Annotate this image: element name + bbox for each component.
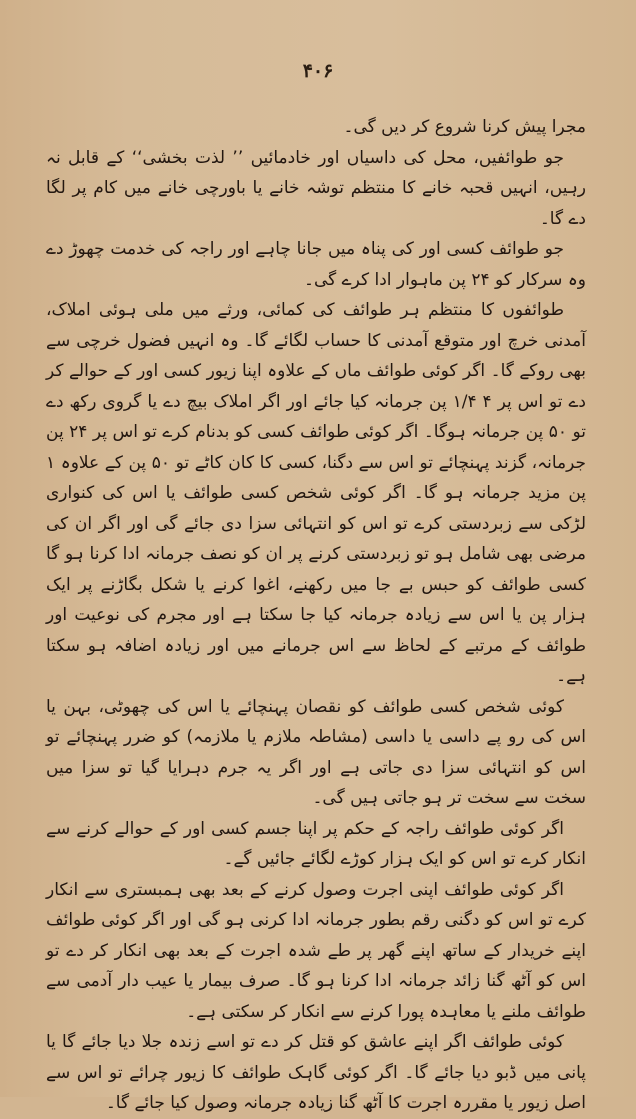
paragraph: جو طوائفیں، محل کی داسیاں اور خادمائیں ’’ لذت بخشی‘‘ کے قابل نہ رہیں، انہیں قحبہ خانے کا منتظم توشہ خانے یا باورچی خانے میں کام پر لگا دے گا۔ — [46, 147, 586, 229]
page-body-text — [46, 112, 586, 1119]
paragraph: کوئی طوائف اگر اپنے عاشق کو قتل کر دے تو اسے زندہ جلا دیا جائے گا یا پانی میں ڈبو دیا جائے گا۔ اگر کوئی گاہک طوائف کا زیور چرائے تو اس سے اصل زیور یا مقررہ اجرت کا آٹھ گنا زیادہ جرمانہ وصول کیا جائے گا۔ — [46, 1032, 586, 1113]
paragraph: اگر کوئی طوائف اپنی اجرت وصول کرنے کے بعد بھی ہمبستری سے انکار کرے تو اس کو دگنی رقم بطور جرمانہ ادا کرنی ہو گی اور اگر کوئی طوائف اپنے خریدار کے ساتھ اپنے گھر پر طے شدہ اجرت کے بعد بھی انکار کر دے تو اس کو آٹھ گنا زائد جرمانہ ادا کرنا ہو گا۔ صرف بیمار یا عیب دار آدمی سے طوائف ملنے یا معاہدہ پورا کرنے سے انکار کر سکتی ہے۔ — [46, 879, 586, 1022]
paragraph: مجرا پیش کرنا شروع کر دیں گی۔ — [343, 117, 586, 137]
paragraph: جو طوائف کسی اور کی پناہ میں جانا چاہے اور راجہ کی خدمت چھوڑ دے وہ سرکار کو ۲۴ پن ماہوار ادا کرے گی۔ — [46, 239, 586, 290]
paragraph: کوئی شخص کسی طوائف کو نقصان پہنچائے یا اس کی چھوٹی، بہن یا اس کی رو پے داسی یا داسی (مشاطہ ملازم یا ملازمہ) کو ضرر پہنچائے تو اس کو انتہائی سزا دی جاتی ہے اور اگر یہ جرم دہرایا گیا تو سزا میں سخت سے سخت تر ہو جاتی ہیں گی۔ — [46, 696, 586, 808]
paragraph: طوائفوں کا منتظم ہر طوائف کی کمائی، ورثے میں ملی ہوئی املاک، آمدنی خرچ اور متوقع آمدنی کا حساب لگائے گا۔ وہ انہیں فضول خرچی سے بھی روکے گا۔ اگر کوئی طوائف ماں کے علاوہ اپنا زیور کسی اور کے حوالے کر دے تو اس پر ۴ ۱/۴ پن جرمانہ کیا جائے اور اگر املاک بیچ دے یا گروی رکھ دے تو ۵۰ پن جرمانہ ہوگا۔ اگر کوئی طوائف کسی کو بدنام کرے تو اس پر ۲۴ پن جرمانہ، گزند پہنچائے تو اس سے دگنا، کسی کا کان کاٹے تو ۵۰ پن کے علاوہ ۱ پن مزید جرمانہ ہو گا۔ اگر کوئی شخص کسی طوائف یا اس کی کنواری لڑکی سے زبردستی کرے تو اس کو انتہائی سزا دی جائے گی اور اگر ان کی مرضی بھی شامل ہو تو زبردستی کرنے پر ان کو نصف جرمانہ ادا کرنا ہو گا کسی طوائف کو حبس بے جا میں رکھنے، اغوا کرنے یا شکل بگاڑنے پر ایک ہزار پن یا اس سے زیادہ جرمانہ کیا جا سکتا ہے اور مجرم کی نوعیت اور طوائف کے مرتبے کے لحاظ سے اس جرمانے میں اور زیادہ اضافہ ہو سکتا ہے۔ — [46, 300, 586, 686]
paragraph: اگر کوئی طوائف راجہ کے حکم پر اپنا جسم کسی اور کے حوالے کرنے سے انکار کرے تو اس کو ایک ہزار کوڑے لگائے جائیں گے۔ — [46, 818, 586, 869]
page-number: ۴۰۶ — [302, 60, 334, 82]
